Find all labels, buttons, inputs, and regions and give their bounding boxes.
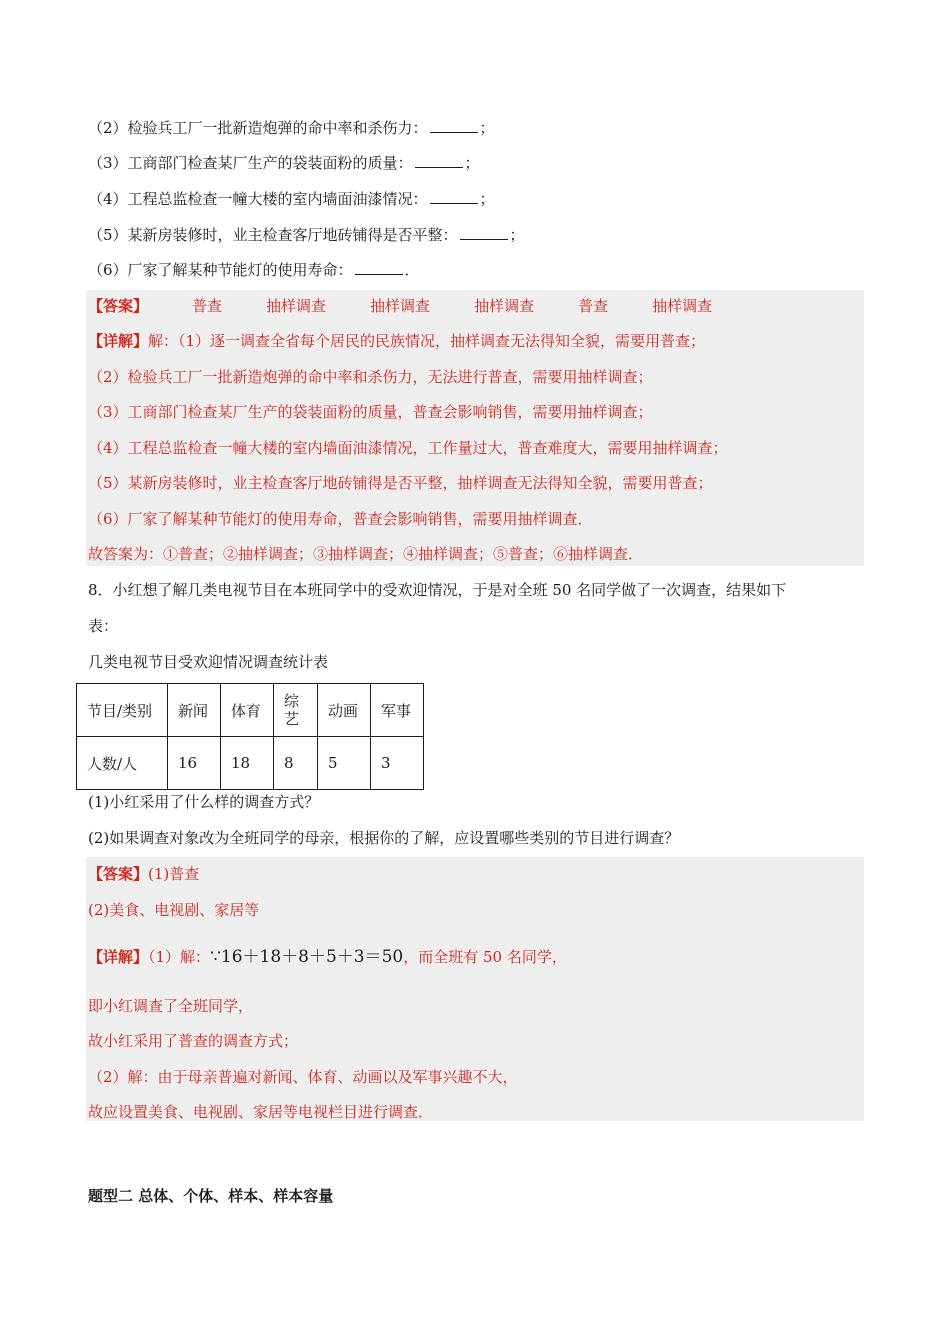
q8-detail-line: 故小红采用了普查的调查方式；: [88, 1032, 299, 1050]
q8-subquestion-1: (1)小红采用了什么样的调查方式？: [88, 793, 320, 811]
answer-blank: [355, 260, 403, 275]
q7-detail-line: （3）工商部门检查某厂生产的袋装面粉的质量，普查会影响销售，需要用抽样调查；: [88, 403, 653, 421]
table-cell: 16: [168, 737, 221, 790]
q8-subquestion-2: (2)如果调查对象改为全班同学的母亲，根据你的了解，应设置哪些类别的节目进行调查？: [88, 829, 680, 847]
answer-blank: [415, 153, 463, 168]
q7-detail-line: （4）工程总监检查一幢大楼的室内墙面油漆情况，工作量过大，普查难度大，需要用抽样调查；: [88, 439, 728, 457]
q8-conclusion: 故应设置美食、电视剧、家居等电视栏目进行调查．: [88, 1103, 434, 1121]
q7-detail-line: （5）某新房装修时，业主检查客厅地砖铺得是否平整，抽样调查无法得知全貌，需要用普查；: [88, 474, 713, 492]
table-row: [77, 684, 424, 737]
table-cell: 5: [318, 737, 371, 790]
q7-conclusion: 故答案为：①普查；②抽样调查；③抽样调查；④抽样调查；⑤普查；⑥抽样调查．: [88, 545, 644, 563]
q8-detail-line: 即小红调查了全班同学，: [88, 997, 254, 1015]
q7-detail-line: （6）厂家了解某种节能灯的使用寿命，普查会影响销售，需要用抽样调查．: [88, 510, 593, 528]
q8-table-title: 几类电视节目受欢迎情况调查统计表: [88, 653, 329, 671]
table-cell: 3: [371, 737, 424, 790]
q7-item-3: （3）工商部门检查某厂生产的袋装面粉的质量： ；: [88, 154, 480, 172]
q8-detail-line: 【详解】（1）解：∵16＋18＋8＋5＋3＝50，而全班有 50 名同学，: [88, 947, 567, 967]
table-row: [77, 737, 424, 790]
sum-equation: ∵16＋18＋8＋5＋3＝50: [210, 947, 404, 967]
q8-answer-line: 【答案】(1)普查: [88, 865, 200, 883]
q7-item-6: （6）厂家了解某种节能灯的使用寿命： ．: [88, 261, 420, 279]
table-cell: 8: [274, 737, 318, 790]
q7-item-5: （5）某新房装修时，业主检查客厅地砖铺得是否平整： ；: [88, 226, 525, 244]
q7-item-4: （4）工程总监检查一幢大楼的室内墙面油漆情况： ；: [88, 190, 495, 208]
q8-answer-line: (2)美食、电视剧、家居等: [88, 901, 260, 919]
table-header-cell: 综艺: [274, 684, 318, 737]
table-header-cell: 体育: [221, 684, 274, 737]
table-header-cell: 动画: [318, 684, 371, 737]
table-cell: 18: [221, 737, 274, 790]
table-cell: 人数/人: [77, 737, 168, 790]
q8-detail-line: （2）解：由于母亲普遍对新闻、体育、动画以及军事兴趣不大，: [88, 1068, 518, 1086]
statistics-table: [76, 683, 424, 790]
table-header-cell: 节目/类别: [77, 684, 168, 737]
q7-answer-line: 【答案】 普查 抽样调查 抽样调查 抽样调查 普查 抽样调查: [88, 297, 713, 315]
section-heading: 题型二 总体、个体、样本、样本容量: [88, 1187, 334, 1205]
answer-blank: [430, 189, 478, 204]
answer-blank: [460, 225, 508, 240]
q7-item-2: （2）检验兵工厂一批新造炮弹的命中率和杀伤力： ；: [88, 119, 495, 137]
table-header-cell: 新闻: [168, 684, 221, 737]
q7-detail-line: 【详解】解：（1）逐一调查全省每个居民的民族情况，抽样调查无法得知全貌，需要用普查；: [88, 332, 706, 350]
q8-intro: 8．小红想了解几类电视节目在本班同学中的受欢迎情况，于是对全班 50 名同学做了一次调查，结果如下: [88, 581, 787, 599]
table-header-cell: 军事: [371, 684, 424, 737]
q7-detail-line: （2）检验兵工厂一批新造炮弹的命中率和杀伤力，无法进行普查，需要用抽样调查；: [88, 368, 653, 386]
q8-intro-cont: 表：: [88, 617, 119, 635]
answer-blank: [430, 118, 478, 133]
